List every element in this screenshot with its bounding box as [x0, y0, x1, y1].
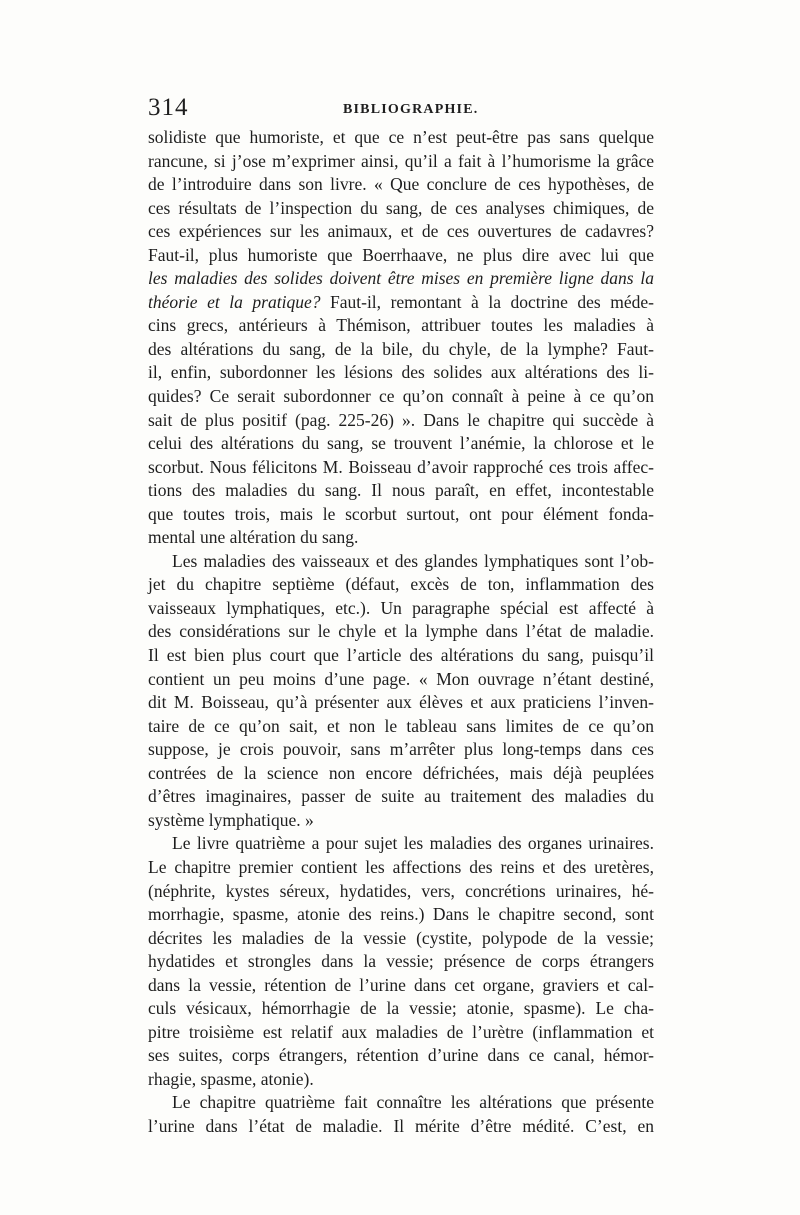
line-text: quides? Ce serait subordonner ce qu’on connaît à peine à ce qu’on — [148, 386, 654, 407]
text-line — [148, 903, 654, 927]
running-head: BIBLIOGRAPHIE. — [343, 102, 479, 117]
line-text: Le chapitre premier contient les affections des reins et des uretères, — [148, 856, 654, 877]
line-text: d’êtres imaginaires, passer de suite au traitement des maladies du — [148, 786, 654, 807]
line-text: il, enfin, subordonner les lésions des solides aux altérations des li- — [148, 362, 654, 383]
page-header — [148, 94, 654, 124]
line-text: morrhagie, spasme, atonie des reins.) Dans le chapitre second, sont — [148, 904, 654, 925]
text-line — [148, 997, 654, 1021]
text-line — [148, 409, 654, 433]
line-text: celui des altérations du sang, se trouvent l’anémie, la chlorose et le — [148, 433, 654, 454]
line-text: contrées de la science non encore défrichées, mais déjà peuplées — [148, 762, 654, 783]
line-text: Le chapitre quatrième fait connaître les altérations que présente — [172, 1092, 654, 1113]
line-text: des considérations sur le chyle et la lymphe dans l’état de maladie. — [148, 621, 654, 642]
line-text: décrites les maladies de la vessie (cystite, polypode de la vessie; — [148, 927, 654, 948]
line-text: Le livre quatrième a pour sujet les maladies des organes urinaires. — [172, 833, 654, 854]
line-text: culs vésicaux, hémorrhagie de la vessie; atonie, spasme). Le cha- — [148, 998, 654, 1019]
text-line — [148, 1044, 654, 1068]
text-line — [148, 197, 654, 221]
text-line — [148, 526, 654, 550]
text-line — [148, 432, 654, 456]
text-line — [148, 150, 654, 174]
body-text — [148, 126, 654, 1139]
text-line — [148, 785, 654, 809]
line-text: suppose, je crois pouvoir, sans m’arrêter plus long-temps dans ces — [148, 739, 654, 760]
line-text: des altérations du sang, de la bile, du chyle, de la lymphe? Faut- — [148, 338, 654, 359]
text-line — [148, 715, 654, 739]
line-text: taire de ce qu’on sait, et non le tableau sans limites de ce qu’on — [148, 715, 654, 736]
text-line — [148, 620, 654, 644]
text-line — [148, 314, 654, 338]
text-line — [148, 738, 654, 762]
text-line — [148, 832, 654, 856]
line-text: que toutes trois, mais le scorbut surtout, ont pour élément fonda- — [148, 503, 654, 524]
line-text: ces résultats de l’inspection du sang, de ces analyses chimiques, de — [148, 197, 654, 218]
text-line — [148, 1068, 654, 1092]
text-line — [148, 974, 654, 998]
text-line — [148, 950, 654, 974]
text-line — [148, 1115, 654, 1139]
line-text: ces expériences sur les animaux, et de ces ouvertures de cadavres? — [148, 221, 654, 242]
line-text: l’urine dans l’état de maladie. Il mérite d’être médité. C’est, en — [148, 1115, 654, 1136]
line-text: Les maladies des vaisseaux et des glandes lymphatiques sont l’ob- — [172, 550, 654, 571]
line-text: de l’introduire dans son livre. « Que conclure de ces hypothèses, de — [148, 174, 654, 195]
text-line — [148, 691, 654, 715]
line-text: hydatides et strongles dans la vessie; présence de corps étrangers — [148, 951, 654, 972]
italic-text: théorie et la pratique? — [148, 291, 321, 312]
text-line — [148, 244, 654, 268]
text-line — [148, 1021, 654, 1045]
text-line — [148, 220, 654, 244]
line-text: jet du chapitre septième (défaut, excès de ton, inflammation des — [148, 574, 654, 595]
text-line — [148, 880, 654, 904]
text-line — [148, 762, 654, 786]
text-line — [148, 456, 654, 480]
line-text: vaisseaux lymphatiques, etc.). Un paragraphe spécial est affecté à — [148, 597, 654, 618]
line-text: cins grecs, antérieurs à Thémison, attribuer toutes les maladies à — [148, 315, 654, 336]
line-text: mental une altération du sang. — [148, 527, 359, 548]
line-text: (néphrite, kystes séreux, hydatides, vers, concrétions urinaires, hé- — [148, 880, 654, 901]
line-text: tions des maladies du sang. Il nous paraît, en effet, incontestable — [148, 480, 654, 501]
line-text: scorbut. Nous félicitons M. Boisseau d’avoir rapproché ces trois affec- — [148, 456, 654, 477]
line-text: dit M. Boisseau, qu’à présenter aux élèves et aux praticiens l’inven- — [148, 692, 654, 713]
line-text: Faut-il, remontant à la doctrine des méde- — [320, 291, 654, 312]
italic-text: les maladies des solides doivent être mises en première ligne dans la — [148, 268, 654, 289]
text-line — [148, 809, 654, 833]
text-line — [148, 267, 654, 291]
line-text: contient un peu moins d’une page. « Mon ouvrage n’étant destiné, — [148, 668, 654, 689]
line-text: solidiste que humoriste, et que ce n’est peut-être pas sans quelque — [148, 127, 654, 147]
line-text: ses suites, corps étrangers, rétention d’urine dans ce canal, hémor- — [148, 1045, 654, 1066]
text-line — [148, 385, 654, 409]
line-text: Il est bien plus court que l’article des altérations du sang, puisqu’il — [148, 645, 654, 666]
line-text: rancune, si j’ose m’exprimer ainsi, qu’il a fait à l’humorisme la grâce — [148, 150, 654, 171]
text-line — [148, 291, 654, 315]
text-line — [148, 338, 654, 362]
text-line — [148, 503, 654, 527]
text-line — [148, 856, 654, 880]
text-line — [148, 173, 654, 197]
text-line — [148, 668, 654, 692]
text-line — [148, 597, 654, 621]
text-line — [148, 479, 654, 503]
text-line — [148, 361, 654, 385]
text-line — [148, 644, 654, 668]
text-line — [148, 1091, 654, 1115]
line-text: dans la vessie, rétention de l’urine dans cet organe, graviers et cal- — [148, 974, 654, 995]
line-text: Faut-il, plus humoriste que Boerrhaave, ne plus dire avec lui que — [148, 244, 654, 265]
text-line — [148, 927, 654, 951]
text-line — [148, 573, 654, 597]
page-number: 314 — [148, 94, 189, 121]
line-text: système lymphatique. » — [148, 809, 314, 830]
line-text: rhagie, spasme, atonie). — [148, 1068, 314, 1089]
line-text: sait de plus positif (pag. 225-26) ». Dans le chapitre qui succède à — [148, 409, 654, 430]
line-text: pitre troisième est relatif aux maladies de l’urètre (inflammation et — [148, 1021, 654, 1042]
text-line — [148, 126, 654, 150]
text-line — [148, 550, 654, 574]
